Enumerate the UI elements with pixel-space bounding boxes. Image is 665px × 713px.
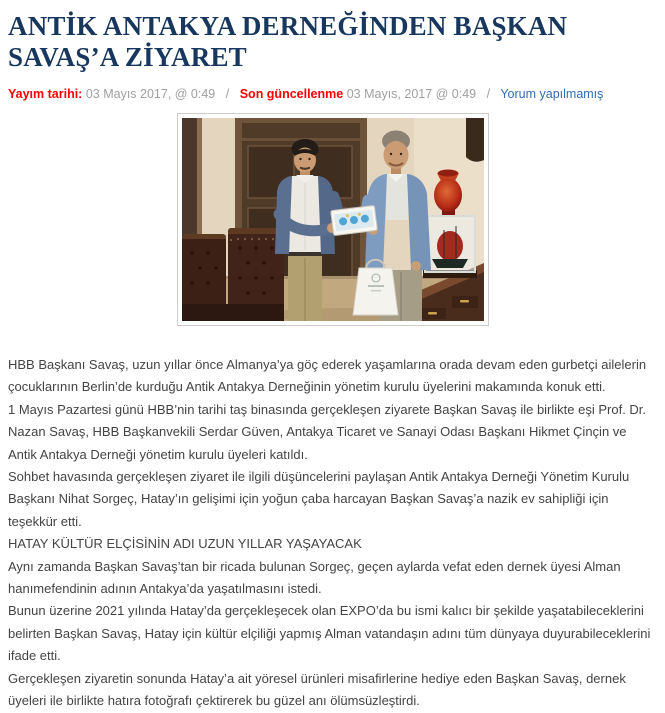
published-label: Yayım tarihi: <box>8 87 83 101</box>
gift-box <box>330 205 377 235</box>
article-paragraph: Aynı zamanda Başkan Savaş’tan bir ricada bulunan Sorgeç, geçen aylarda vefat eden dernek üyesi Alman hanımefendinin adının Antakya’da yaşatılmasını istedi. <box>8 558 621 597</box>
article-paragraph: Gerçekleşen ziyaretin sonunda Hatay’a ait yöresel ürünleri misafirlerine hediye eden Başkan Savaş, dernek üyeleri ile birlikte hatıra fotoğrafı çektirerek bu güzel anı ölümsüzleştirdi. <box>8 670 626 709</box>
article-paragraph: Sohbet havasında gerçekleşen ziyaret ile ilgili düşüncelerini paylaşan Antik Antakya Derneği Yönetim Kurulu Başkanı Nihat Sorgeç, Hatay’ın gelişimi için yoğun çaba harcayan Başkan Savaş’a nazik ev sahipliği için teşekkür etti. <box>8 469 630 529</box>
statue <box>466 118 484 162</box>
published-date: 03 Mayıs 2017, @ 0:49 <box>85 87 216 101</box>
display-case <box>423 216 477 278</box>
article-photo <box>182 118 484 321</box>
updated-label: Son güncellenme <box>239 87 344 101</box>
updated-date: 03 Mayıs, 2017 @ 0:49 <box>346 87 477 101</box>
article-paragraph: Bunun üzerine 2021 yılında Hatay’da gerçekleşecek olan EXPO’da bu ismi kalıcı bir şekilde yaşatabileceklerini belirten Başkan Savaş, Hatay için kültür elçiliği yapmış Alman vatandaşın adını tüm dünyaya duyurabileceklerini ifade etti. <box>8 603 651 664</box>
meta-separator: / <box>486 87 491 101</box>
post-meta <box>8 87 657 102</box>
page-title: ANTİK ANTAKYA DERNEĞİNDEN BAŞKAN SAVAŞ’A ZİYARET <box>8 11 568 72</box>
meta-separator: / <box>225 87 230 101</box>
gift-bag <box>353 260 398 315</box>
comments-link[interactable]: Yorum yapılmamış <box>500 87 604 101</box>
leather-chairs <box>182 228 284 321</box>
article-paragraph: HBB Başkanı Savaş, uzun yıllar önce Almanya’ya göç ederek yaşamlarına orada devam eden gurbetçi ailelerin çocuklarının Berlin’de kurduğu Antik Antakya Derneğinin yönetim kurulu üyelerini makamında konuk etti. <box>8 357 647 395</box>
article-subheading: HATAY KÜLTÜR ELÇİSİNİN ADI UZUN YILLAR YAŞAYACAK <box>8 536 362 552</box>
article-paragraph: 1 Mayıs Pazartesi günü HBB’nin tarihi taş binasında gerçekleşen ziyarete Başkan Savaş ile birlikte eşi Prof. Dr. Nazan Savaş, HBB Başkanvekili Serdar Güven, Antakya Ticaret ve Sanayi Odası Başkanı Hikmet Çinçin ve Antik Antakya Derneği yönetim kurulu üyeleri katıldı. <box>8 401 647 462</box>
article-photo-frame <box>177 113 489 326</box>
article-body <box>8 354 657 713</box>
